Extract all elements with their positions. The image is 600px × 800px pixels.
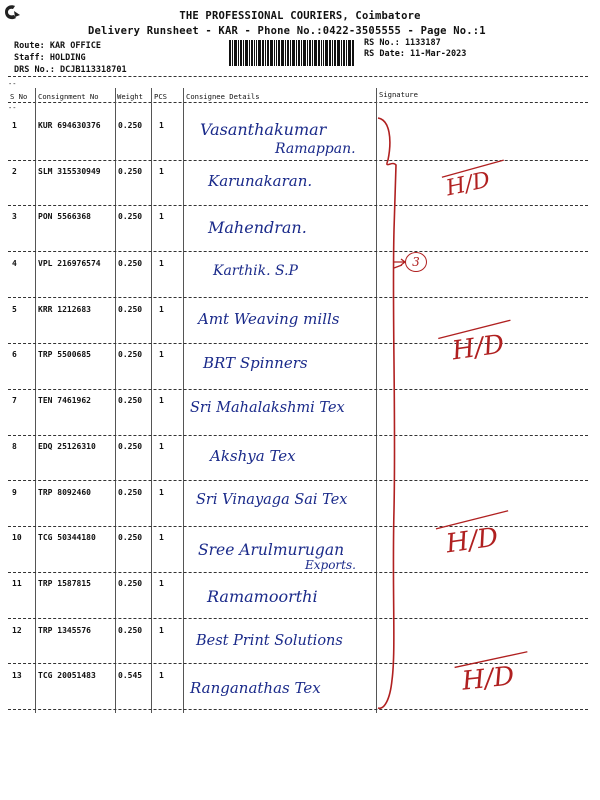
row-consignment: TCG 20051483: [38, 671, 96, 680]
col-signature: Signature: [379, 90, 418, 99]
row-sno: 10: [12, 533, 22, 542]
row-consignee: Sri Mahalakshmi Tex: [190, 400, 345, 416]
dash-mark: --: [8, 104, 17, 112]
col-weight: Weight: [117, 92, 143, 101]
row-divider: [8, 572, 588, 573]
hd-mark: H/D: [444, 522, 501, 560]
arrow-icon: [393, 258, 407, 266]
hd-mark: H/D: [460, 661, 516, 697]
row-divider: [8, 435, 588, 436]
row-consignee: Karunakaran.: [208, 172, 313, 190]
row-pcs: 1: [159, 350, 164, 359]
row-sno: 6: [12, 350, 17, 359]
row-pcs: 1: [159, 121, 164, 130]
row-divider: [8, 251, 588, 252]
row-weight: 0.250: [118, 212, 143, 221]
row-sno: 2: [12, 167, 17, 176]
col-sno: S No: [10, 92, 28, 101]
row-pcs: 1: [159, 259, 164, 268]
count-circle: [405, 252, 427, 272]
row-sno: 12: [12, 626, 22, 635]
row-consignment: KUR 694630376: [38, 121, 101, 130]
row-consignee: Akshya Tex: [210, 447, 296, 465]
row-sno: 8: [12, 442, 17, 451]
row-consignment: TCG 50344180: [38, 533, 96, 542]
row-weight: 0.250: [118, 579, 143, 588]
row-consignment: PON 5566368: [38, 212, 91, 221]
hd-mark: H/D: [450, 329, 507, 367]
row-consignee: BRT Spinners: [203, 354, 308, 372]
col-pcs: PCS: [154, 92, 167, 101]
row-consignee: Vasanthakumar: [200, 120, 327, 139]
row-divider: [8, 205, 588, 206]
row-consignee: Mahendran.: [208, 218, 307, 237]
row-sno: 1: [12, 121, 17, 130]
row-weight: 0.250: [118, 626, 143, 635]
row-weight: 0.250: [118, 442, 143, 451]
row-consignee: Karthik. S.P: [213, 263, 298, 279]
row-consignment: VPL 216976574: [38, 259, 101, 268]
row-sno: 11: [12, 579, 22, 588]
row-consignee: Best Print Solutions: [196, 633, 343, 649]
row-weight: 0.250: [118, 121, 143, 130]
row-weight: 0.250: [118, 259, 143, 268]
row-weight: 0.250: [118, 396, 143, 405]
row-sno: 13: [12, 671, 22, 680]
row-pcs: 1: [159, 396, 164, 405]
row-consignment: TRP 8092460: [38, 488, 91, 497]
row-weight: 0.250: [118, 533, 143, 542]
row-divider: [8, 297, 588, 298]
row-weight: 0.250: [118, 305, 143, 314]
rs-date: RS Date: 11-Mar-2023: [364, 49, 467, 59]
column-divider: [35, 88, 36, 713]
hd-mark: H/D: [443, 167, 493, 202]
row-divider: [8, 480, 588, 481]
hd-stamp: [444, 168, 492, 202]
row-weight: 0.250: [118, 488, 143, 497]
table-header-divider: [8, 102, 588, 103]
dash-mark: --: [8, 80, 17, 88]
column-divider: [115, 88, 116, 713]
row-pcs: 1: [159, 212, 164, 221]
row-pcs: 1: [159, 533, 164, 542]
row-divider: [8, 526, 588, 527]
row-weight: 0.250: [118, 350, 143, 359]
row-consignee: Sri Vinayaga Sai Tex: [196, 492, 348, 508]
row-consignee-line2: Ramappan.: [275, 141, 356, 157]
row-pcs: 1: [159, 167, 164, 176]
column-divider: [151, 88, 152, 713]
row-divider: [8, 618, 588, 619]
row-consignment: TRP 1587815: [38, 579, 91, 588]
row-pcs: 1: [159, 626, 164, 635]
hd-stamp: [450, 330, 506, 367]
row-weight: 0.250: [118, 167, 143, 176]
row-consignee: Ranganathas Tex: [190, 679, 321, 697]
row-consignment: SLM 315530949: [38, 167, 101, 176]
row-sno: 5: [12, 305, 17, 314]
drs-number: DRS No.: DCJB113318701: [14, 65, 127, 75]
row-sno: 3: [12, 212, 17, 221]
runsheet-title: Delivery Runsheet - KAR - Phone No.:0422-3505555 - Page No.:1: [88, 25, 486, 37]
count-value: 3: [412, 255, 420, 269]
row-consignment: TRP 5500685: [38, 350, 91, 359]
row-pcs: 1: [159, 305, 164, 314]
hd-stamp: [461, 661, 516, 696]
row-sno: 9: [12, 488, 17, 497]
row-consignment: EDQ 25126310: [38, 442, 96, 451]
row-pcs: 1: [159, 579, 164, 588]
staff-label: Staff: HOLDING: [14, 53, 86, 63]
company-title: THE PROFESSIONAL COURIERS, Coimbatore: [179, 10, 421, 22]
column-divider: [183, 88, 184, 713]
row-consignee-line2: Exports.: [305, 558, 356, 572]
route-label: Route: KAR OFFICE: [14, 41, 101, 51]
row-pcs: 1: [159, 488, 164, 497]
hd-stamp: [444, 523, 500, 560]
row-consignee: Amt Weaving mills: [198, 310, 340, 328]
row-consignee: Ramamoorthi: [207, 587, 318, 606]
row-sno: 4: [12, 259, 17, 268]
row-consignment: KRR 1212683: [38, 305, 91, 314]
barcode: [229, 40, 354, 66]
col-consignment: Consignment No: [38, 92, 99, 101]
row-consignee: Sree Arulmurugan: [198, 541, 345, 559]
row-weight: 0.545: [118, 671, 143, 680]
row-sno: 7: [12, 396, 17, 405]
row-pcs: 1: [159, 671, 164, 680]
row-consignment: TRP 1345576: [38, 626, 91, 635]
header-divider: [8, 76, 588, 77]
signature-bracket: [370, 110, 410, 715]
row-pcs: 1: [159, 442, 164, 451]
col-consignee: Consignee Details: [186, 92, 260, 101]
row-consignment: TEN 7461962: [38, 396, 91, 405]
row-divider: [8, 709, 588, 710]
row-divider: [8, 389, 588, 390]
rs-number: RS No.: 1133187: [364, 38, 441, 48]
